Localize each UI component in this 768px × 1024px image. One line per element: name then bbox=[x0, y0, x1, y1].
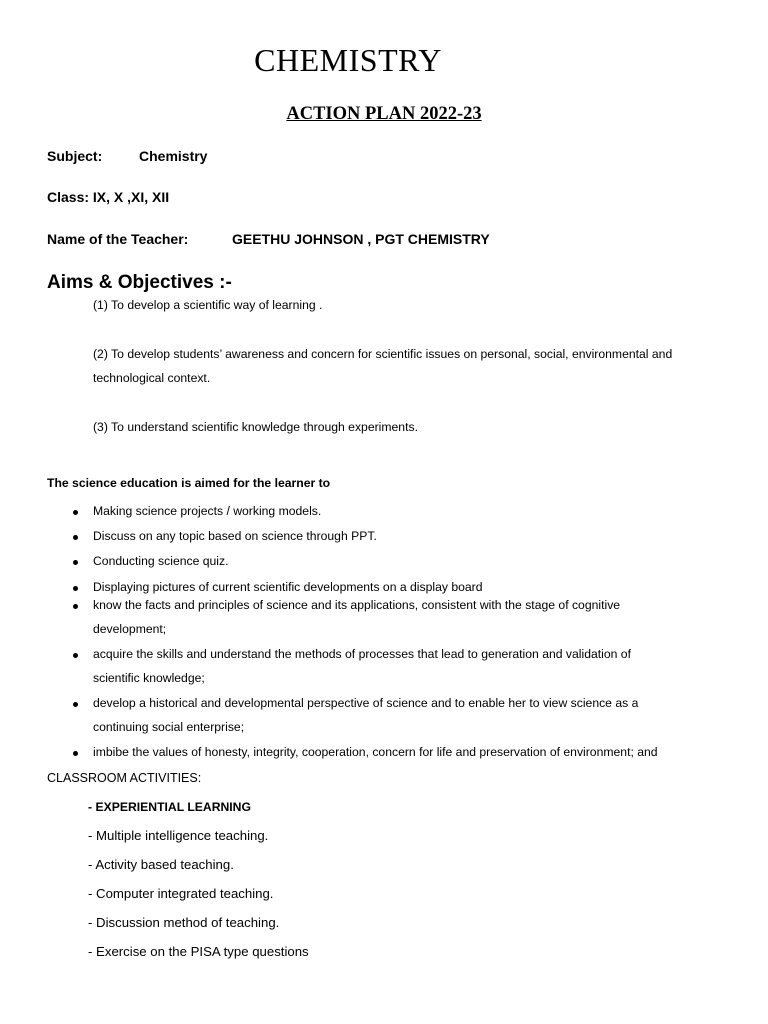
science-bullet-1: Making science projects / working models. bbox=[93, 504, 322, 518]
classroom-item-6: - Exercise on the PISA type questions bbox=[88, 944, 309, 959]
classroom-item-4: - Computer integrated teaching. bbox=[88, 886, 274, 901]
science-bullet-8: imbibe the values of honesty, integrity, cooperation, concern for life and preservation of environment; and bbox=[93, 745, 658, 759]
class-line: Class: IX, X ,XI, XII bbox=[47, 189, 170, 205]
science-bullet-4: Displaying pictures of current scientific developments on a display board bbox=[93, 580, 483, 594]
document-title: CHEMISTRY bbox=[254, 42, 442, 78]
science-intro: The science education is aimed for the learner to bbox=[47, 476, 331, 490]
bullet-icon bbox=[73, 604, 78, 609]
classroom-item-5: - Discussion method of teaching. bbox=[88, 915, 280, 930]
subject-value: Chemistry bbox=[139, 148, 208, 164]
aims-heading: Aims & Objectives :- bbox=[47, 272, 232, 293]
aim-item-2-continued: technological context. bbox=[93, 371, 211, 385]
classroom-item-3: - Activity based teaching. bbox=[88, 857, 234, 872]
science-bullet-7: develop a historical and developmental perspective of science and to enable her to view science as a bbox=[93, 696, 639, 710]
science-bullet-5: know the facts and principles of science and its applications, consistent with the stage of cognitive bbox=[93, 598, 621, 612]
aim-item-3: (3) To understand scientific knowledge through experiments. bbox=[93, 420, 418, 434]
teacher-value: GEETHU JOHNSON , PGT CHEMISTRY bbox=[232, 231, 490, 247]
bullet-icon bbox=[73, 560, 78, 565]
bullet-icon bbox=[73, 510, 78, 515]
science-bullet-5-continued: development; bbox=[93, 622, 167, 636]
science-bullet-3: Conducting science quiz. bbox=[93, 554, 229, 568]
aim-item-2: (2) To develop students’ awareness and concern for scientific issues on personal, social, environmental and bbox=[93, 347, 673, 361]
science-bullet-7-continued: continuing social enterprise; bbox=[93, 720, 245, 734]
science-bullet-6: acquire the skills and understand the methods of processes that lead to generation and validation of bbox=[93, 647, 631, 661]
subject-label: Subject: bbox=[47, 148, 103, 164]
classroom-item-2: - Multiple intelligence teaching. bbox=[88, 828, 269, 843]
classroom-item-1: - EXPERIENTIAL LEARNING bbox=[88, 800, 251, 814]
document-subtitle: ACTION PLAN 2022-23 bbox=[286, 104, 482, 124]
science-bullet-6-continued: scientific knowledge; bbox=[93, 671, 205, 685]
classroom-heading: CLASSROOM ACTIVITIES: bbox=[47, 771, 202, 785]
bullet-icon bbox=[73, 586, 78, 591]
science-bullet-2: Discuss on any topic based on science through PPT. bbox=[93, 529, 377, 543]
bullet-icon bbox=[73, 653, 78, 658]
aim-item-1: (1) To develop a scientific way of learning . bbox=[93, 298, 323, 312]
bullet-icon bbox=[73, 702, 78, 707]
teacher-label: Name of the Teacher: bbox=[47, 231, 189, 247]
bullet-icon bbox=[73, 751, 78, 756]
bullet-icon bbox=[73, 535, 78, 540]
